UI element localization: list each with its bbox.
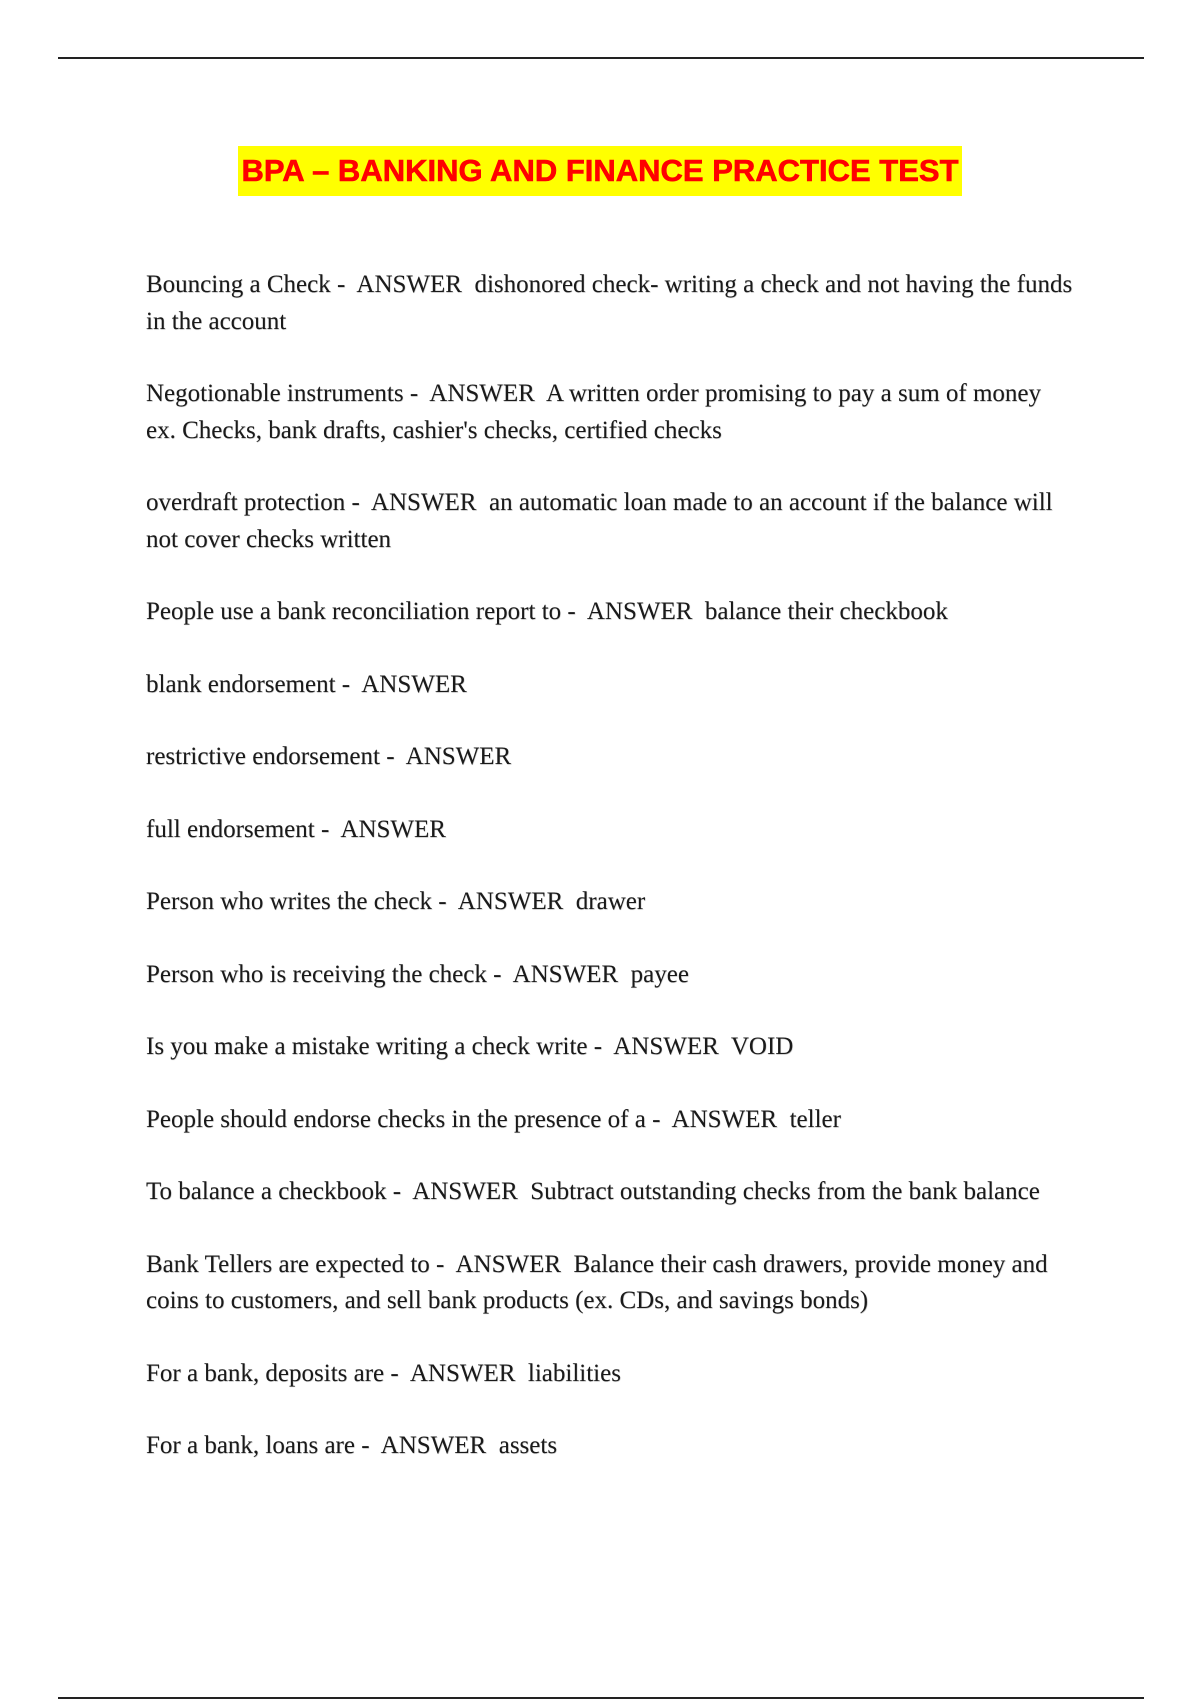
answer-separator: - ANSWER — [379, 743, 524, 770]
qa-item — [146, 957, 1076, 994]
answer-text: Subtract outstanding checks from the bank balance — [530, 1178, 1040, 1205]
answer-separator: - ANSWER — [432, 888, 576, 915]
question-text: Person who writes the check — [146, 888, 433, 915]
qa-item — [146, 812, 1076, 849]
qa-item — [146, 594, 1076, 631]
top-rule — [58, 57, 1144, 59]
answer-text: VOID — [730, 1033, 794, 1060]
answer-text: Balance their cash drawers, provide money and coins to customers, and sell bank products (ex. CDs, and savings bonds) — [146, 1250, 1048, 1314]
answer-separator: - ANSWER — [335, 670, 480, 698]
question-text: Is you make a mistake writing a check write — [146, 1033, 588, 1060]
answer-separator: - ANSWER — [386, 1178, 531, 1205]
question-text: For a bank, loans are — [146, 1432, 355, 1459]
question-text: blank endorsement — [146, 670, 336, 698]
question-text: For a bank, deposits are — [146, 1359, 385, 1387]
qa-item — [146, 739, 1076, 776]
answer-separator: - ANSWER — [330, 271, 475, 298]
answer-text: teller — [789, 1105, 841, 1133]
answer-separator: - ANSWER — [561, 598, 705, 625]
qa-item — [146, 1174, 1076, 1211]
qa-list — [146, 267, 1076, 1501]
qa-item — [146, 667, 1076, 704]
qa-item — [146, 884, 1076, 921]
question-text: full endorsement — [146, 815, 315, 843]
answer-text: assets — [498, 1432, 558, 1459]
answer-text: A written order promising to pay a sum of money ex. Checks, bank drafts, cashier's checks, certified checks — [146, 380, 1042, 444]
question-text: People should endorse checks in the presence of a — [146, 1105, 646, 1133]
answer-text: liabilities — [527, 1359, 621, 1387]
answer-text: dishonored check- writing a check and not having the funds in the account — [146, 271, 1073, 335]
qa-item — [146, 376, 1076, 449]
qa-item — [146, 1428, 1076, 1465]
answer-text: an automatic loan made to an account if the balance will not cover checks written — [146, 489, 1053, 553]
qa-item — [146, 1102, 1076, 1139]
question-text: Person who is receiving the check — [146, 960, 487, 988]
question-text: To balance a checkbook — [146, 1178, 387, 1205]
qa-item — [146, 1029, 1076, 1066]
document-title: BPA – BANKING AND FINANCE PRACTICE TEST — [238, 146, 961, 196]
bottom-rule — [58, 1697, 1144, 1699]
answer-separator: - ANSWER — [354, 1432, 499, 1459]
answer-text: drawer — [575, 888, 646, 915]
qa-item — [146, 1356, 1076, 1393]
answer-separator: - ANSWER — [587, 1033, 731, 1060]
question-text: overdraft protection — [146, 489, 346, 516]
qa-item — [146, 485, 1076, 558]
answer-separator: - ANSWER — [403, 380, 546, 407]
question-text: People use a bank reconciliation report to — [146, 598, 562, 625]
answer-separator: - ANSWER — [345, 489, 489, 516]
answer-separator: - ANSWER — [429, 1250, 574, 1278]
answer-separator: - ANSWER — [486, 960, 631, 988]
title-container — [0, 146, 1200, 196]
qa-item — [146, 267, 1076, 340]
answer-text: payee — [630, 960, 689, 988]
answer-separator: - ANSWER — [314, 815, 459, 843]
question-text: Bouncing a Check — [146, 271, 331, 298]
question-text: Negotionable instruments — [146, 380, 404, 407]
answer-separator: - ANSWER — [645, 1105, 790, 1133]
answer-text: balance their checkbook — [704, 598, 948, 625]
answer-separator: - ANSWER — [384, 1359, 528, 1387]
qa-item — [146, 1247, 1076, 1320]
question-text: restrictive endorsement — [146, 743, 380, 770]
question-text: Bank Tellers are expected to — [146, 1250, 430, 1278]
